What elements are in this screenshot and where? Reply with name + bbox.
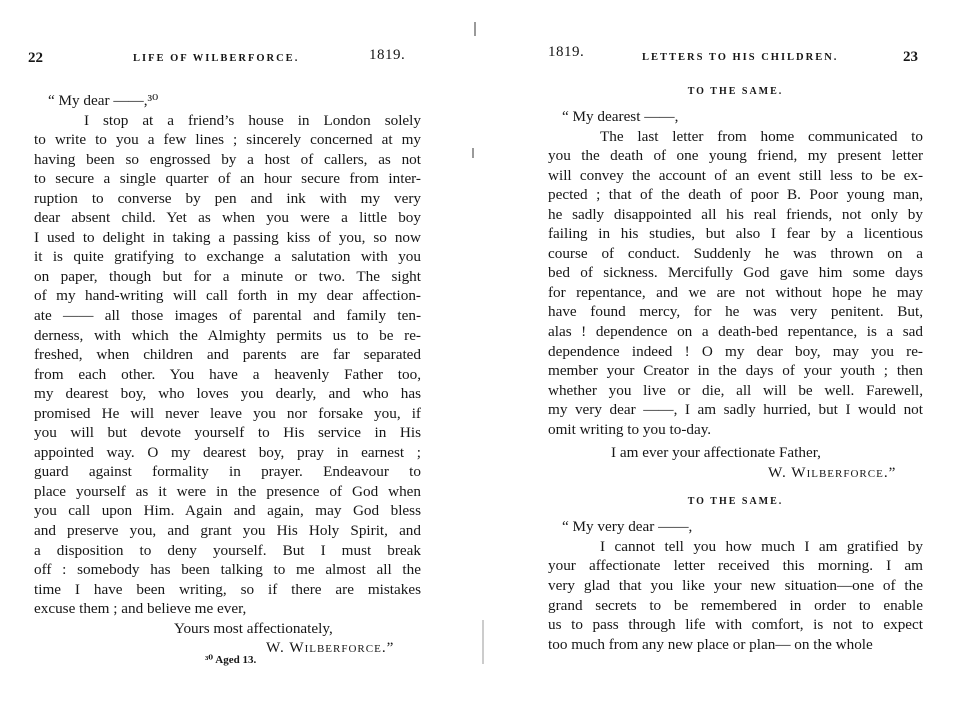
- text-line: you will but devote yourself to His service in His: [34, 424, 421, 442]
- text-line: ruption to converse by pen and ink with my very: [34, 189, 421, 207]
- text-line: place yourself as it were in the presence of God when: [34, 482, 421, 500]
- text-line: my dearest boy, who loves you dearly, and who has: [34, 385, 421, 403]
- left-page-header: [0, 44, 470, 68]
- text-line: appointed way. O my dearest boy, pray in earnest ;: [34, 443, 421, 461]
- year-label: 1819.: [369, 47, 406, 63]
- text-line: you call upon Him. Again and again, may God bless: [34, 502, 421, 520]
- text-line: of my hand-writing will call forth in my dear affection-: [34, 287, 421, 305]
- page-number: 22: [28, 50, 43, 66]
- text-line: alas ! dependence on a death-bed repentance, is a sad: [548, 323, 923, 341]
- text-line: and preserve you, and grant you His Holy Spirit, and: [34, 522, 421, 540]
- text-line: us to pass through life with comfort, is not to expect: [548, 616, 923, 634]
- text-line: time I have been writing, so if there are mistakes: [34, 580, 421, 598]
- letter-text: [548, 537, 923, 654]
- letters-body: [548, 83, 923, 654]
- text-line: from each other. You have a heavenly Father too,: [34, 365, 421, 383]
- text-line: promised He will never leave you nor forsake you, if: [34, 404, 421, 422]
- year-label: 1819.: [548, 44, 585, 60]
- right-page: [490, 0, 980, 705]
- text-line: failing in his studies, but also I fear by a licentious: [548, 225, 923, 243]
- gutter-mark: [474, 22, 476, 36]
- text-line: it is quite gratifying to exchange a salutation with you: [34, 248, 421, 266]
- text-line: dear absent child. Yet as when you were a little boy: [34, 209, 421, 227]
- text-line: course of conduct. Suddenly he was thrown on a: [548, 244, 923, 262]
- text-line: I stop at a friend’s house in London solely: [84, 111, 421, 129]
- text-line: I used to delight in taking a passing kiss of you, so now: [34, 228, 421, 246]
- text-line: guard against formality in prayer. Endeavour to: [34, 463, 421, 481]
- text-line: to write to you a few lines ; sincerely concerned at my: [34, 131, 421, 149]
- letter-closing: I am ever your affectionate Father,: [611, 444, 821, 462]
- text-line: have found mercy, for he was very penitent. But,: [548, 303, 923, 321]
- text-line: very glad that you like your new situation—one of the: [548, 577, 923, 595]
- text-line: excuse them ; and believe me ever,: [34, 600, 247, 618]
- letter-closing: Yours most affectionately,: [174, 619, 333, 637]
- salutation: “ My dear ——,³⁰: [48, 92, 159, 109]
- text-line: I cannot tell you how much I am gratified by: [600, 537, 923, 555]
- section-heading: TO THE SAME.: [687, 496, 784, 508]
- text-line: member your Creator in the days of your youth ; then: [548, 362, 923, 380]
- gutter-mark: [482, 620, 484, 664]
- text-line: to secure a single quarter of an hour secure from inter-: [34, 170, 421, 188]
- footnote: ³⁰ Aged 13.: [205, 654, 257, 666]
- text-line: your affectionate letter received this morning. I am: [548, 557, 923, 575]
- running-title: LIFE OF WILBERFORCE.: [133, 53, 300, 64]
- text-line: having been so engrossed by a host of callers, as not: [34, 150, 421, 168]
- salutation: “ My very dear ——,: [562, 518, 693, 536]
- text-line: a disposition to deny yourself. But I must break: [34, 541, 421, 559]
- right-page-header: [490, 44, 980, 68]
- gutter-mark: [472, 148, 474, 158]
- text-line: on paper, though but for a minute or two. The sight: [34, 267, 421, 285]
- text-line: you the death of one young friend, my present letter: [548, 147, 923, 165]
- text-line: ate —— all those images of parental and family ten-: [34, 307, 421, 325]
- text-line: for repentance, and we are not without hope he may: [548, 283, 923, 301]
- text-line: dependence indeed ! O my dear boy, may you re-: [548, 342, 923, 360]
- text-line: derness, with which the Almighty permits us to be re-: [34, 326, 421, 344]
- section-heading: TO THE SAME.: [687, 86, 784, 97]
- letter-signature: W. Wilberforce.”: [266, 639, 395, 657]
- text-line: The last letter from home communicated to: [600, 127, 923, 145]
- salutation: “ My dearest ——,: [562, 108, 679, 125]
- text-line: off : somebody has been talking to me almost all the: [34, 561, 421, 579]
- text-line: pected ; that of the death of poor B. Poor young man,: [548, 186, 923, 204]
- letter-text: [34, 111, 421, 619]
- page-number: 23: [903, 49, 918, 65]
- text-line: omit writing to you to-day.: [548, 420, 712, 438]
- running-title: LETTERS TO HIS CHILDREN.: [642, 52, 839, 63]
- text-line: grand secrets to be remembered in order to enable: [548, 596, 923, 614]
- letter-text: [548, 127, 923, 440]
- text-line: my very dear ——, I am sadly hurried, but I would not: [548, 401, 923, 419]
- left-page: [0, 0, 470, 705]
- text-line: will convey the account of an event still less to be ex-: [548, 166, 923, 184]
- text-line: bed of sickness. Mercifully God gave him some days: [548, 264, 923, 282]
- text-line: he sadly disappointed all his real friends, not only by: [548, 205, 923, 223]
- text-line: freshed, when children and parents are far separated: [34, 346, 421, 364]
- letter-body: [34, 91, 421, 658]
- text-line: whether you live or die, all will be well. Farewell,: [548, 381, 923, 399]
- text-line: too much from any new place or plan— on the whole: [548, 635, 873, 653]
- letter-signature: W. Wilberforce.”: [768, 463, 897, 481]
